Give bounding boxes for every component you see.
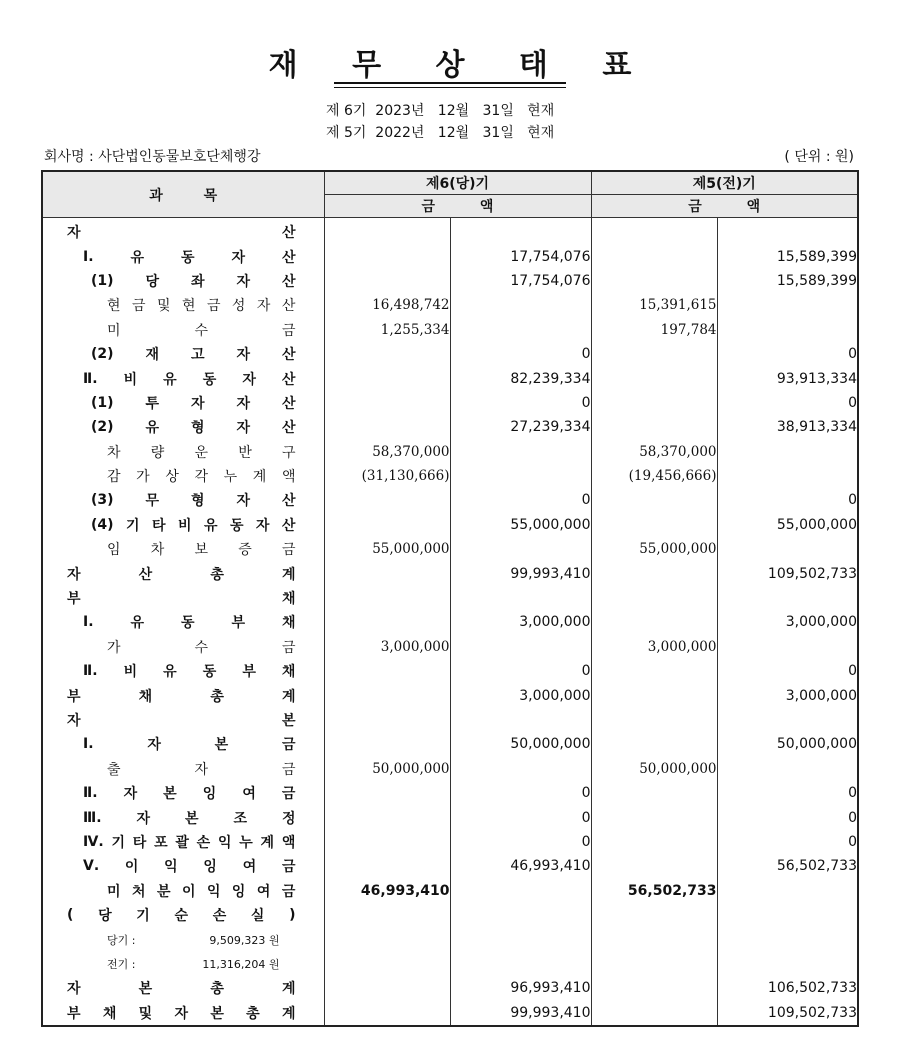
amount-previous-total [717,218,858,245]
account-label: (2) 재 고 자 산 [91,346,296,364]
amount-previous-total [717,537,858,561]
table-row [42,391,858,415]
amount-previous-total: 109,502,733 [717,1001,858,1026]
amount-previous-total [717,318,858,342]
amount-current-total [450,218,591,245]
table-row [42,342,858,366]
account-cell [42,903,324,927]
amount-previous-total: 0 [717,805,858,829]
account-cell [42,879,324,903]
amount-previous-total: 55,000,000 [717,513,858,537]
amount-previous-sub [591,366,717,390]
amount-current-sub [324,586,450,610]
account-label: Ⅱ. 비 유 동 부 채 [83,663,296,681]
amount-current-sub [324,659,450,683]
unit-label: ( 단위 : 원) [784,149,854,165]
table-row [42,488,858,512]
amount-previous-total [717,879,858,903]
amount-previous-sub: (19,456,666) [591,464,717,488]
account-label: 미 처 분 이 익 잉 여 금 [107,883,296,900]
amount-previous-total [717,586,858,610]
amount-current-total: 99,993,410 [450,1001,591,1026]
amount-current-sub [324,927,450,951]
account-label: Ⅰ. 유 동 부 채 [83,614,296,632]
account-label: 부 채 및 자 본 총 계 [67,1005,296,1022]
amount-current-sub: 46,993,410 [324,879,450,903]
account-label: 가 수 금 [107,639,296,656]
amount-current-sub [324,561,450,585]
amount-previous-total: 3,000,000 [717,610,858,634]
table-row [42,903,858,927]
table-row [42,659,858,683]
account-label: (4) 기 타 비 유 동 자 산 [91,516,296,534]
amount-current-total: 27,239,334 [450,415,591,439]
amount-current-sub: (31,130,666) [324,464,450,488]
amount-current-total [450,586,591,610]
amount-current-total [450,635,591,659]
table-row [42,879,858,903]
table-row [42,513,858,537]
amount-previous-sub: 15,391,615 [591,293,717,317]
account-label: 자 산 총 계 [67,566,296,583]
title-underline [334,82,566,84]
account-cell [42,854,324,878]
table-row [42,781,858,805]
account-cell [42,708,324,732]
amount-previous-sub [591,244,717,268]
amount-current-sub [324,805,450,829]
account-label: Ⅰ. 자 본 금 [83,736,296,754]
amount-current-sub [324,269,450,293]
account-cell [42,830,324,854]
amount-previous-total [717,708,858,732]
amount-current-sub [324,708,450,732]
account-cell [42,415,324,439]
amount-previous-total [717,464,858,488]
amount-current-total: 0 [450,805,591,829]
amount-previous-sub [591,391,717,415]
title-underline-thin [334,87,566,88]
amount-previous-sub [591,586,717,610]
account-cell [42,635,324,659]
table-row [42,732,858,756]
header-current-period: 제6(당)기 [324,171,591,195]
amount-previous-sub: 3,000,000 [591,635,717,659]
account-cell [42,218,324,245]
account-label: 출 자 금 [107,761,296,778]
amount-previous-total: 93,913,334 [717,366,858,390]
amount-previous-sub [591,1001,717,1026]
amount-current-sub [324,513,450,537]
account-label: 감 가 상 각 누 계 액 [107,469,296,486]
account-cell [42,757,324,781]
amount-current-total [450,903,591,927]
amount-previous-sub [591,683,717,707]
account-label: (1) 당 좌 자 산 [91,272,296,290]
amount-current-total [450,927,591,951]
account-label: Ⅲ. 자 본 조 정 [83,809,296,827]
amount-previous-total: 3,000,000 [717,683,858,707]
table-row [42,610,858,634]
amount-current-total: 17,754,076 [450,269,591,293]
amount-previous-total: 0 [717,342,858,366]
amount-previous-total: 56,502,733 [717,854,858,878]
amount-current-sub: 16,498,742 [324,293,450,317]
net-income-label: 당기 : [107,933,136,947]
table-row [42,976,858,1000]
table-row [42,952,858,976]
amount-previous-total: 0 [717,488,858,512]
amount-current-total [450,464,591,488]
amount-current-total: 55,000,000 [450,513,591,537]
amount-current-sub: 3,000,000 [324,635,450,659]
account-cell [42,391,324,415]
amount-current-sub [324,903,450,927]
amount-current-total: 0 [450,781,591,805]
account-label: Ⅳ. 기 타 포 괄 손 익 누 계 액 [83,833,296,851]
amount-current-total: 46,993,410 [450,854,591,878]
table-row [42,269,858,293]
table-row [42,561,858,585]
amount-current-sub [324,830,450,854]
amount-previous-total: 0 [717,659,858,683]
amount-previous-total: 0 [717,781,858,805]
account-cell [42,293,324,317]
amount-current-sub: 50,000,000 [324,757,450,781]
amount-previous-sub [591,488,717,512]
amount-current-total: 0 [450,391,591,415]
amount-current-total [450,440,591,464]
table-row [42,366,858,390]
amount-current-sub [324,488,450,512]
amount-previous-total [717,903,858,927]
amount-previous-sub [591,708,717,732]
account-label: ( 당 기 순 손 실 ) [67,907,296,925]
amount-current-total [450,879,591,903]
amount-previous-total [717,927,858,951]
amount-previous-sub: 50,000,000 [591,757,717,781]
amount-current-total: 96,993,410 [450,976,591,1000]
amount-previous-sub: 197,784 [591,318,717,342]
amount-previous-sub [591,659,717,683]
amount-previous-total: 15,589,399 [717,269,858,293]
table-row [42,757,858,781]
amount-previous-total [717,440,858,464]
account-cell [42,561,324,585]
table-body [42,218,858,1026]
amount-previous-sub [591,415,717,439]
net-income-value: 11,316,204 원 [202,957,280,971]
amount-previous-total: 106,502,733 [717,976,858,1000]
table-row [42,415,858,439]
amount-previous-sub [591,952,717,976]
amount-previous-sub [591,513,717,537]
amount-current-total: 0 [450,488,591,512]
account-label: Ⅰ. 유 동 자 산 [83,248,296,266]
amount-current-total [450,757,591,781]
account-label: Ⅱ. 비 유 동 자 산 [83,370,296,388]
amount-current-sub [324,854,450,878]
amount-previous-sub [591,927,717,951]
table-row [42,293,858,317]
account-label: (1) 투 자 자 산 [91,394,296,412]
amount-current-total: 0 [450,830,591,854]
account-label: (3) 무 형 자 산 [91,492,296,510]
amount-current-sub [324,610,450,634]
amount-previous-total [717,635,858,659]
amount-current-sub [324,218,450,245]
amount-previous-sub [591,830,717,854]
account-cell [42,537,324,561]
table-row [42,1001,858,1026]
amount-current-total: 3,000,000 [450,683,591,707]
amount-previous-sub: 55,000,000 [591,537,717,561]
period-previous: 제 5기 2022년 12월 31일 현재 [326,125,555,141]
amount-current-sub: 55,000,000 [324,537,450,561]
amount-previous-total: 0 [717,391,858,415]
table-row [42,805,858,829]
table-row [42,586,858,610]
amount-previous-sub [591,732,717,756]
account-cell [42,586,324,610]
account-label: 차 량 운 반 구 [107,444,296,461]
table-row [42,683,858,707]
account-cell [42,513,324,537]
account-label: (2) 유 형 자 산 [91,419,296,437]
amount-previous-sub [591,610,717,634]
amount-previous-sub [591,854,717,878]
amount-current-sub [324,244,450,268]
account-label: 자 산 [67,225,296,242]
amount-current-sub [324,683,450,707]
table-row [42,464,858,488]
amount-previous-total: 50,000,000 [717,732,858,756]
amount-previous-total: 15,589,399 [717,244,858,268]
amount-previous-sub [591,342,717,366]
amount-previous-total [717,757,858,781]
account-label: Ⅴ. 이 익 잉 여 금 [83,858,296,876]
amount-current-total [450,708,591,732]
amount-current-total [450,952,591,976]
period-current: 제 6기 2023년 12월 31일 현재 [326,103,555,119]
amount-current-sub [324,976,450,1000]
balance-sheet-table [41,170,859,1027]
amount-current-sub [324,342,450,366]
amount-previous-sub [591,269,717,293]
account-cell [42,1001,324,1026]
table-row [42,244,858,268]
table-row [42,318,858,342]
amount-previous-total [717,952,858,976]
amount-previous-sub [591,903,717,927]
account-cell [42,269,324,293]
header-account: 과 목 [42,171,324,218]
amount-previous-sub [591,218,717,245]
account-label: 미 수 금 [107,322,296,339]
account-cell [42,488,324,512]
net-income-value: 9,509,323 원 [209,933,280,947]
account-cell [42,342,324,366]
account-label: 부 채 [67,591,296,608]
amount-previous-sub [591,805,717,829]
account-cell [42,366,324,390]
amount-previous-total [717,293,858,317]
account-cell [42,610,324,634]
account-cell [42,318,324,342]
amount-current-sub [324,1001,450,1026]
amount-previous-total: 0 [717,830,858,854]
page-title: 재 무 상 태 표 [268,48,654,83]
account-cell [42,976,324,1000]
amount-current-total [450,293,591,317]
amount-current-sub [324,952,450,976]
amount-current-sub [324,366,450,390]
amount-current-sub: 1,255,334 [324,318,450,342]
table-row [42,635,858,659]
account-label: 임 차 보 증 금 [107,542,296,559]
account-cell [42,464,324,488]
account-cell [42,927,324,951]
net-income-label: 전기 : [107,957,136,971]
amount-current-sub [324,391,450,415]
account-cell [42,781,324,805]
amount-current-sub: 58,370,000 [324,440,450,464]
table-row [42,830,858,854]
account-cell [42,952,324,976]
amount-current-total: 3,000,000 [450,610,591,634]
account-cell [42,659,324,683]
amount-current-sub [324,781,450,805]
header-previous-amount: 금 액 [591,195,858,218]
amount-previous-sub [591,781,717,805]
company-name: 회사명 : 사단법인동물보호단체행강 [44,149,261,165]
table-row [42,854,858,878]
account-cell [42,440,324,464]
account-label: 현 금 및 현 금 성 자 산 [107,298,296,315]
table-row [42,218,858,245]
account-label: 자 본 총 계 [67,981,296,998]
amount-previous-sub: 58,370,000 [591,440,717,464]
table-row [42,537,858,561]
account-label: 자 본 [67,713,296,729]
amount-previous-sub: 56,502,733 [591,879,717,903]
table-row [42,708,858,732]
amount-current-total: 17,754,076 [450,244,591,268]
table-row [42,440,858,464]
amount-current-total: 0 [450,659,591,683]
account-label: Ⅱ. 자 본 잉 여 금 [83,785,296,803]
amount-current-total [450,537,591,561]
account-cell [42,244,324,268]
header-current-amount: 금 액 [324,195,591,218]
header-previous-period: 제5(전)기 [591,171,858,195]
amount-current-total: 0 [450,342,591,366]
amount-previous-total: 109,502,733 [717,561,858,585]
amount-previous-sub [591,561,717,585]
account-cell [42,805,324,829]
amount-current-sub [324,732,450,756]
amount-current-total [450,318,591,342]
amount-current-total: 82,239,334 [450,366,591,390]
account-cell [42,732,324,756]
amount-current-total: 50,000,000 [450,732,591,756]
account-label: 부 채 총 계 [67,688,296,705]
table-row [42,927,858,951]
amount-current-total: 99,993,410 [450,561,591,585]
amount-current-sub [324,415,450,439]
amount-previous-sub [591,976,717,1000]
account-cell [42,683,324,707]
amount-previous-total: 38,913,334 [717,415,858,439]
